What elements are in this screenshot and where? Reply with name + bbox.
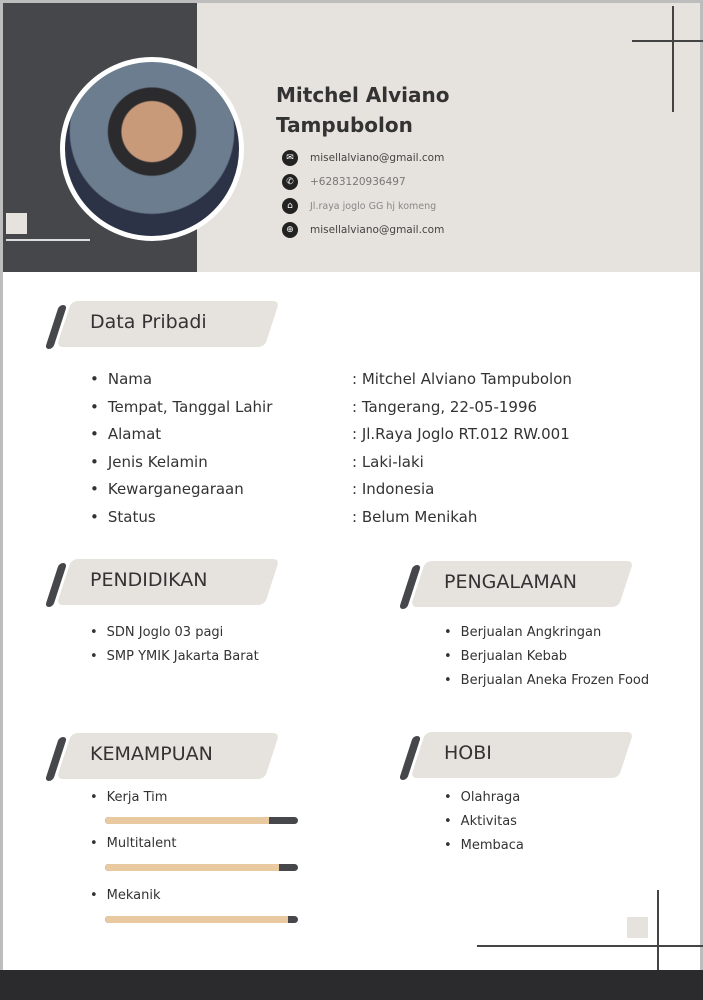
skill-bar <box>105 817 298 824</box>
globe-icon: ⊕ <box>282 222 298 238</box>
contact-text: +6283120936497 <box>310 176 406 188</box>
skill-item <box>90 836 176 851</box>
section-tag-skills <box>52 733 272 779</box>
list-item: • Berjualan Angkringan <box>444 621 649 645</box>
section-tag-personal <box>52 301 272 347</box>
decor-square <box>6 213 27 234</box>
list-item: • SDN Joglo 03 pagi <box>90 621 259 645</box>
decor-line <box>6 239 90 241</box>
field-value: : Tangerang, 22-05-1996 <box>352 397 538 416</box>
personal-row <box>90 421 572 449</box>
skill-bar-fill <box>105 916 288 923</box>
name-line-1: Mitchel Alviano <box>276 83 450 107</box>
personal-row <box>90 504 572 532</box>
list-item: • Olahraga <box>444 786 524 810</box>
list-item: • Berjualan Kebab <box>444 645 649 669</box>
footer-bar <box>0 970 703 1000</box>
decor-line <box>632 40 703 42</box>
full-name <box>276 80 450 140</box>
skill-item <box>90 888 161 903</box>
section-tag-education <box>52 559 272 605</box>
home-icon: ⌂ <box>282 198 298 214</box>
list-item: • Aktivitas <box>444 810 524 834</box>
decor-line <box>477 945 703 947</box>
education-list <box>90 621 259 669</box>
personal-row <box>90 394 572 422</box>
field-label: • Alamat <box>90 421 352 449</box>
personal-row <box>90 366 572 394</box>
list-item: • Membaca <box>444 834 524 858</box>
hobbies-list <box>444 786 524 858</box>
field-value: : Laki-laki <box>352 452 424 471</box>
field-value: : Belum Menikah <box>352 507 478 526</box>
section-title: PENDIDIKAN <box>90 569 208 591</box>
skill-label: • Mekanik <box>90 888 161 903</box>
skill-label: • Kerja Tim <box>90 790 167 805</box>
section-title: KEMAMPUAN <box>90 743 213 765</box>
field-value: : Mitchel Alviano Tampubolon <box>352 370 572 388</box>
contact-text: misellalviano@gmail.com <box>310 152 445 164</box>
contact-address <box>282 194 444 218</box>
section-title: Data Pribadi <box>90 311 207 333</box>
skill-item <box>90 790 167 805</box>
field-label: • Jenis Kelamin <box>90 449 352 477</box>
field-value: : Indonesia <box>352 480 435 498</box>
section-title: HOBI <box>444 742 492 764</box>
personal-row <box>90 476 572 504</box>
field-value: : Jl.Raya Joglo RT.012 RW.001 <box>352 425 570 443</box>
contact-text: misellalviano@gmail.com <box>310 224 445 236</box>
decor-line <box>672 6 674 112</box>
personal-data <box>90 366 572 531</box>
experience-list <box>444 621 649 693</box>
contact-web <box>282 218 444 242</box>
section-tag-hobbies <box>406 732 626 778</box>
phone-icon: ✆ <box>282 174 298 190</box>
contact-list <box>282 146 444 242</box>
contact-text: Jl.raya joglo GG hj komeng <box>310 200 437 212</box>
section-tag-experience <box>406 561 626 607</box>
contact-phone <box>282 170 444 194</box>
decor-square <box>627 917 648 938</box>
name-line-2: Tampubolon <box>276 113 413 137</box>
field-label: • Nama <box>90 366 352 394</box>
personal-row <box>90 449 572 477</box>
section-title: PENGALAMAN <box>444 571 578 593</box>
field-label: • Status <box>90 504 352 532</box>
field-label: • Kewarganegaraan <box>90 476 352 504</box>
skill-bar-fill <box>105 864 279 871</box>
field-label: • Tempat, Tanggal Lahir <box>90 394 352 422</box>
contact-email <box>282 146 444 170</box>
skill-bar-fill <box>105 817 269 824</box>
mail-icon: ✉ <box>282 150 298 166</box>
skill-bar <box>105 864 298 871</box>
list-item: • SMP YMIK Jakarta Barat <box>90 645 259 669</box>
list-item: • Berjualan Aneka Frozen Food <box>444 669 649 693</box>
profile-photo <box>60 57 244 241</box>
skill-label: • Multitalent <box>90 836 176 851</box>
skill-bar <box>105 916 298 923</box>
